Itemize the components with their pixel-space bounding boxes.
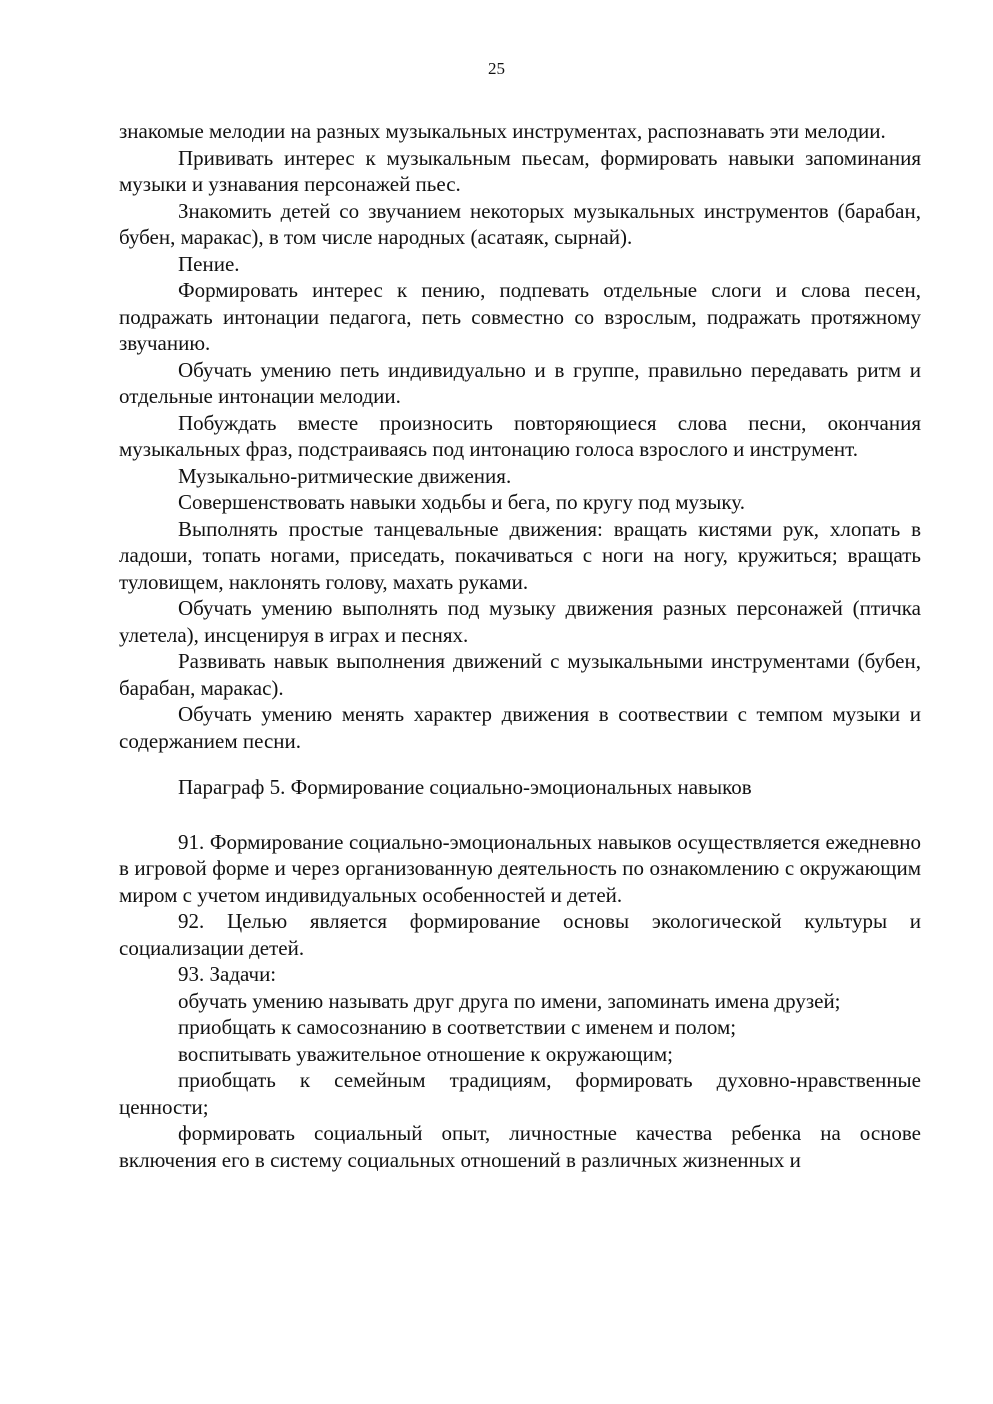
paragraph: Развивать навык выполнения движений с музыкальными инструментами (бубен, барабан, маракас). <box>119 649 921 700</box>
task-item: обучать умению называть друг друга по имени, запоминать имена друзей; <box>178 988 841 1013</box>
task-item: приобщать к самосознанию в соответствии с именем и полом; <box>178 1015 737 1039</box>
paragraph: Обучать умению выполнять под музыку движения разных персонажей (птичка улетела), инсценируя в играх и песнях. <box>119 596 921 647</box>
task-item: формировать социальный опыт, личностные качества ребенка на основе включения его в систему социальных отношений в различных жизненных и <box>119 1121 921 1172</box>
paragraph: Совершенствовать навыки ходьбы и бега, по кругу под музыку. <box>178 490 745 514</box>
page-number: 25 <box>488 59 505 78</box>
subsection-label: Пение. <box>178 251 240 276</box>
subsection-label: Музыкально-ритмические движения. <box>178 463 512 488</box>
paragraph: Выполнять простые танцевальные движения: вращать кистями рук, хлопать в ладоши, топать ногами, приседать, покачиваться с ноги на ногу, кружиться; вращать туловищем, наклонять голову, махать руками. <box>119 516 921 594</box>
task-item: воспитывать уважительное отношение к окружающим; <box>178 1041 673 1066</box>
paragraph: Обучать умению менять характер движения в соотвествии с темпом музыки и содержанием песни. <box>119 702 921 753</box>
paragraph: Обучать умению петь индивидуально и в группе, правильно передавать ритм и отдельные интонации мелодии. <box>119 357 921 408</box>
numbered-paragraph-92: 92. Целью является формирование основы экологической культуры и социализации детей. <box>119 909 921 960</box>
section-heading: Параграф 5. Формирование социально-эмоциональных навыков <box>178 775 752 799</box>
document-body <box>119 118 921 1173</box>
numbered-paragraph-91: 91. Формирование социально-эмоциональных навыков осуществляется ежедневно в игровой форме и через организованную деятельность по ознакомлению с окружающим миром с учетом индивидуальных особенностей и детей. <box>119 829 921 907</box>
paragraph: Знакомить детей со звучанием некоторых музыкальных инструментов (барабан, бубен, маракас), в том числе народных (асатаяк, сырнай). <box>119 198 921 249</box>
paragraph: знакомые мелодии на разных музыкальных инструментах, распознавать эти мелодии. <box>119 119 886 143</box>
paragraph: Формировать интерес к пению, подпевать отдельные слоги и слова песен, подражать интонации педагога, петь совместно со взрослым, подражать протяжному звучанию. <box>119 278 921 355</box>
numbered-paragraph-93: 93. Задачи: <box>178 962 277 986</box>
task-item: приобщать к семейным традициям, формировать духовно-нравственные ценности; <box>119 1068 921 1119</box>
paragraph: Побуждать вместе произносить повторяющиеся слова песни, окончания музыкальных фраз, подстраиваясь под интонацию голоса взрослого и инструмент. <box>119 410 921 461</box>
paragraph: Прививать интерес к музыкальным пьесам, формировать навыки запоминания музыки и узнавания персонажей пьес. <box>119 145 921 196</box>
